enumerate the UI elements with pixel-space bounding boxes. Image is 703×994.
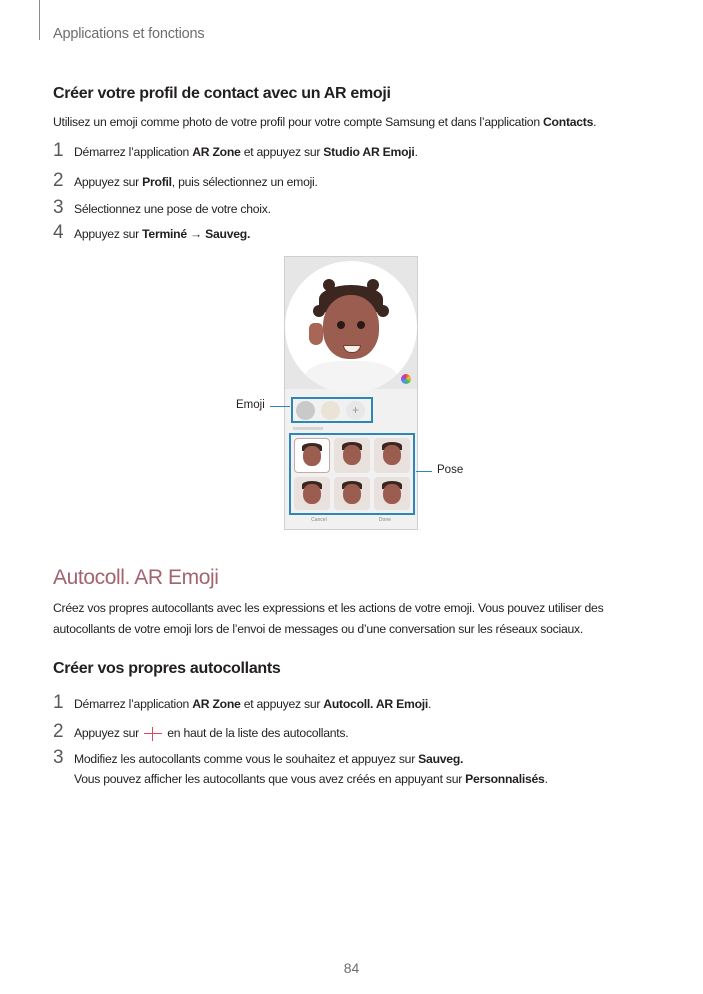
hair-bun <box>323 279 335 291</box>
callout-emoji-label: Emoji <box>236 399 265 411</box>
hair-bun <box>367 279 379 291</box>
section-title-stickers: Autocoll. AR Emoji <box>53 566 219 589</box>
step-text <box>74 227 250 241</box>
plus-icon <box>143 727 163 741</box>
step-number: 1 <box>53 140 64 161</box>
step-number: 1 <box>53 692 64 713</box>
callout-pose-line <box>416 471 432 472</box>
step-fragment: Appuyez sur <box>74 227 143 241</box>
pose-grid <box>289 433 415 515</box>
pose-option[interactable] <box>334 477 370 510</box>
pose-face <box>343 445 361 465</box>
pose-label <box>293 427 323 430</box>
pose-face <box>383 445 401 465</box>
done-button[interactable]: Done <box>378 517 391 523</box>
pose-option[interactable] <box>294 438 330 473</box>
ui-term: Autocoll. AR Emoji <box>323 697 429 711</box>
running-head: Applications et fonctions <box>53 26 205 42</box>
emoji-hand <box>309 323 323 345</box>
step-fragment: en haut de la liste des autocollants. <box>164 726 349 740</box>
callout-pose-label: Pose <box>437 464 464 476</box>
personnalises-bold: Personnalisés <box>465 772 545 786</box>
emoji-shirt <box>305 361 397 393</box>
note-text: Vous pouvez afficher les autocollants que vous avez créés en appuyant sur <box>74 772 466 786</box>
ui-term: Terminé <box>142 227 187 241</box>
bottom-buttons <box>285 517 417 523</box>
step-fragment: Modifiez les autocollants comme vous le souhaitez et appuyez sur <box>74 752 419 766</box>
step-number: 2 <box>53 170 64 191</box>
emoji-avatar[interactable] <box>321 401 340 420</box>
pose-option[interactable] <box>334 438 370 473</box>
step-fragment: Sélectionnez une pose de votre choix. <box>74 202 271 216</box>
step-fragment: Appuyez sur <box>74 726 143 740</box>
step-number: 4 <box>53 222 64 243</box>
ui-term: AR Zone <box>192 697 241 711</box>
pose-option[interactable] <box>374 438 410 473</box>
emoji-selector <box>291 397 373 423</box>
step-item <box>53 140 418 162</box>
emoji-preview <box>285 257 417 389</box>
step-fragment: Appuyez sur <box>74 175 143 189</box>
step-item <box>53 721 348 743</box>
page-number: 84 <box>343 960 360 976</box>
step-text <box>74 697 431 711</box>
step-number: 3 <box>53 197 64 218</box>
ui-term: Profil <box>142 175 172 189</box>
preview-circle <box>285 261 417 393</box>
section-title-profile: Créer votre profil de contact avec un AR emoji <box>53 85 391 102</box>
step-number: 2 <box>53 721 64 742</box>
stickers-intro <box>53 598 603 640</box>
callout-emoji-line <box>270 406 290 407</box>
ui-term: Sauveg. <box>205 227 251 241</box>
pose-face <box>343 484 361 504</box>
step-number: 3 <box>53 747 64 768</box>
pose-option[interactable] <box>294 477 330 510</box>
cancel-button[interactable]: Cancel <box>311 517 327 523</box>
step-fragment: et appuyez sur <box>240 697 324 711</box>
stickers-note <box>74 769 548 790</box>
step-item <box>53 692 431 714</box>
step-text <box>74 726 348 741</box>
step-item <box>53 197 271 219</box>
intro-line: autocollants de votre emoji lors de l’envoi de messages ou d’une conversation sur les réseaux sociaux. <box>53 622 584 636</box>
ui-term: Sauveg. <box>418 752 464 766</box>
pose-face <box>303 484 321 504</box>
intro-text: Utilisez un emoji comme photo de votre profil pour votre compte Samsung et dans l’application <box>53 115 543 129</box>
ui-term: Studio AR Emoji <box>323 145 415 159</box>
intro-line: Créez vos propres autocollants avec les expressions et les actions de votre emoji. Vous pouvez utiliser des <box>53 601 604 615</box>
add-emoji-button[interactable]: + <box>346 401 365 420</box>
hair-bun <box>313 305 325 317</box>
step-fragment: . <box>428 697 432 711</box>
contacts-bold: Contacts <box>543 115 594 129</box>
intro-suffix: . <box>593 115 597 129</box>
step-text <box>74 175 318 189</box>
profile-intro <box>53 112 596 133</box>
step-text <box>74 145 418 159</box>
subsection-title: Créer vos propres autocollants <box>53 660 281 677</box>
step-fragment: Démarrez l’application <box>74 697 193 711</box>
phone-screenshot <box>284 256 418 530</box>
step-fragment: . <box>414 145 418 159</box>
step-fragment: Démarrez l’application <box>74 145 193 159</box>
ui-term: AR Zone <box>192 145 241 159</box>
step-item <box>53 747 463 769</box>
pose-face <box>383 484 401 504</box>
hair-bun <box>377 305 389 317</box>
note-suffix: . <box>544 772 548 786</box>
step-text <box>74 752 463 766</box>
step-text <box>74 202 271 216</box>
pose-option[interactable] <box>374 477 410 510</box>
step-fragment: → <box>186 227 206 241</box>
step-item <box>53 222 250 244</box>
color-wheel-icon[interactable] <box>401 374 411 384</box>
emoji-avatar[interactable] <box>296 401 315 420</box>
step-fragment: , puis sélectionnez un emoji. <box>171 175 318 189</box>
emoji-eye <box>337 321 345 329</box>
step-item <box>53 170 318 192</box>
step-fragment: et appuyez sur <box>240 145 324 159</box>
pose-face <box>303 446 321 466</box>
header-rule <box>39 0 40 40</box>
emoji-eye <box>357 321 365 329</box>
